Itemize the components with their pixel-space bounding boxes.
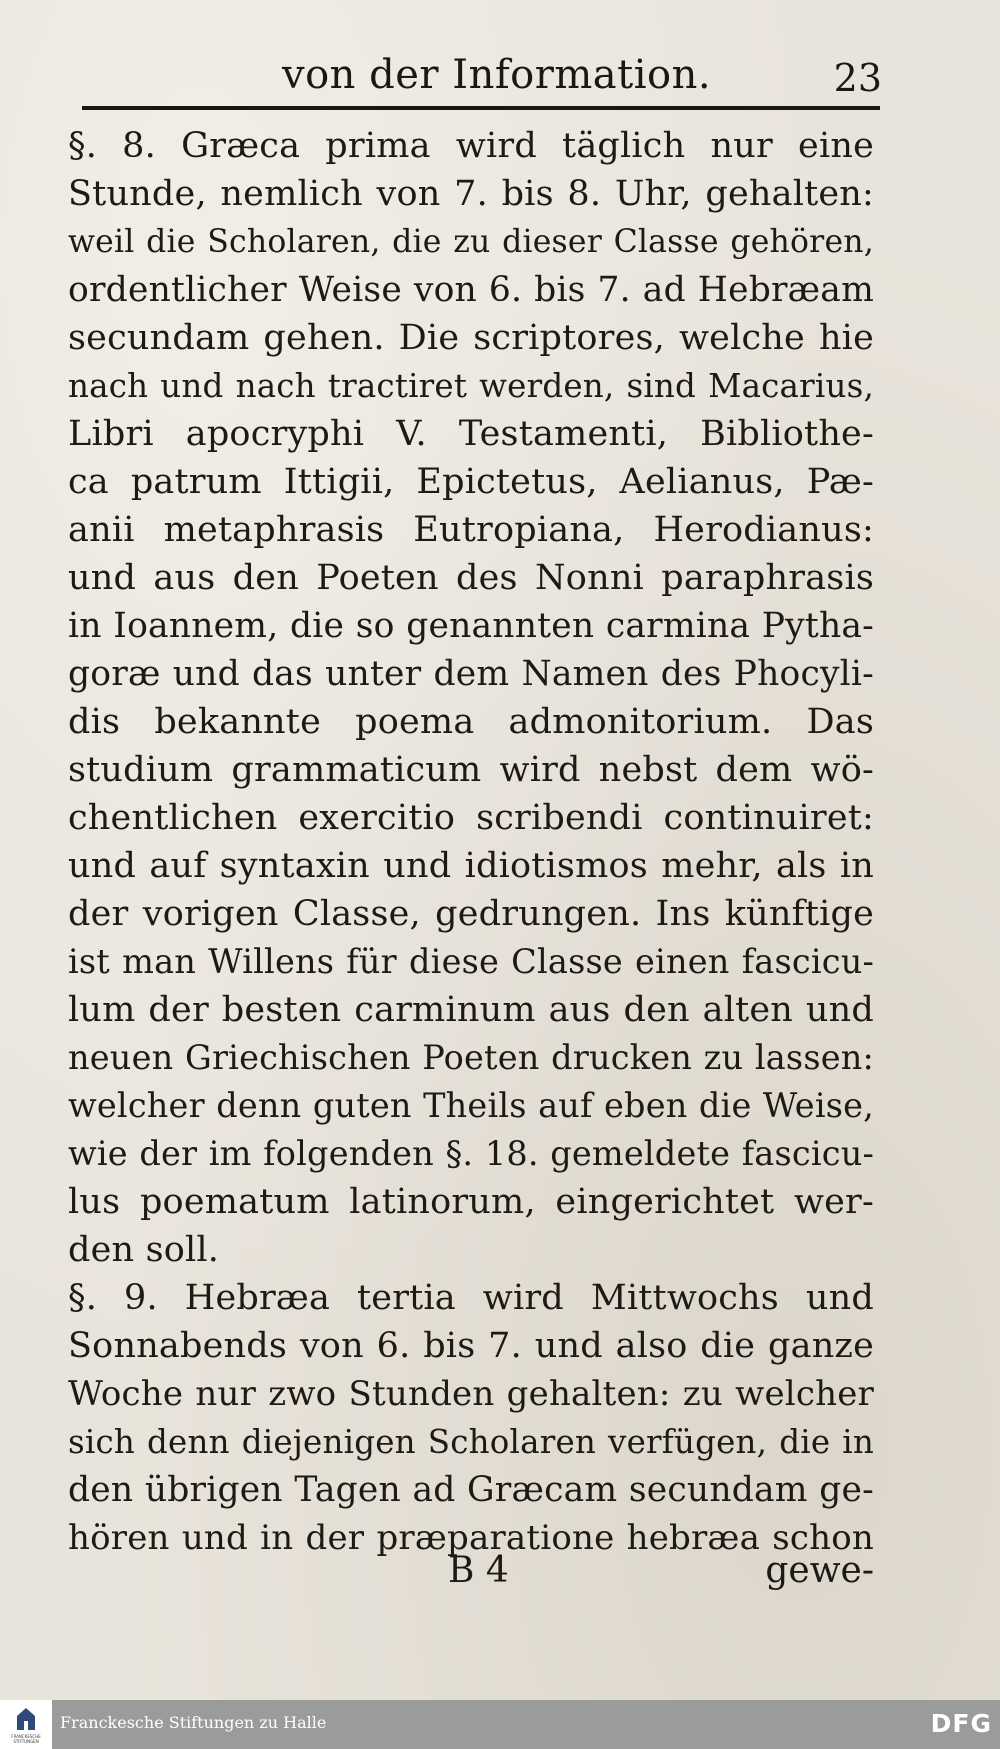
text-line: Stunde, nemlich von 7. bis 8. Uhr, gehalten: (68, 174, 874, 214)
dfg-logo: DFG (930, 1709, 992, 1738)
text-line: welcher denn guten Theils auf eben die Weise, (68, 1086, 874, 1125)
text-line: hören und in der præparatione hebræa schon (68, 1518, 874, 1558)
text-line: den übrigen Tagen ad Græcam secundam ge- (68, 1470, 874, 1510)
text-line: Sonnabends von 6. bis 7. und also die ganze (68, 1326, 874, 1366)
institution-logo (0, 1700, 52, 1749)
text-line: neuen Griechischen Poeten drucken zu lassen: (68, 1038, 874, 1077)
text-line: dis bekannte poema admonitorium. Das (68, 702, 874, 742)
text-line: der vorigen Classe, gedrungen. Ins künftige (68, 894, 874, 934)
text-line: lum der besten carminum aus den alten und (68, 990, 874, 1030)
text-line: studium grammaticum wird nebst dem wö- (68, 750, 874, 790)
text-line: §. 8. Græca prima wird täglich nur eine (68, 126, 874, 166)
text-line: wie der im folgenden §. 18. gemeldete fascicu- (68, 1134, 874, 1173)
text-line: und aus den Poeten des Nonni paraphrasis (68, 558, 874, 598)
building-icon (17, 1708, 35, 1730)
body-text (68, 122, 874, 1562)
text-line: ist man Willens für diese Classe einen fascicu- (68, 942, 874, 981)
text-line: in Ioannem, die so genannten carmina Pytha- (68, 606, 874, 646)
catchword: gewe- (765, 1550, 874, 1591)
page-number: 23 (833, 56, 882, 100)
text-line: anii metaphrasis Eutropiana, Herodianus: (68, 510, 874, 550)
text-line: secundam gehen. Die scriptores, welche hie (68, 318, 874, 358)
text-line: sich denn diejenigen Scholaren verfügen, die in (68, 1423, 874, 1461)
text-line: ca patrum Ittigii, Epictetus, Aelianus, Pæ- (68, 462, 874, 502)
text-line: goræ und das unter dem Namen des Phocyli- (68, 654, 874, 694)
text-line: Woche nur zwo Stunden gehalten: zu welcher (68, 1374, 874, 1414)
logo-label: FRANCKESCHE STIFTUNGEN (11, 1734, 41, 1744)
text-line: lus poematum latinorum, eingerichtet wer- (68, 1182, 874, 1222)
header-rule (82, 106, 880, 110)
text-line: Libri apocryphi V. Testamenti, Bibliothe- (68, 414, 874, 454)
signature-mark: B 4 (448, 1550, 509, 1591)
text-line: ordentlicher Weise von 6. bis 7. ad Hebræam (68, 270, 874, 310)
text-line: weil die Scholaren, die zu dieser Classe gehören, (68, 224, 874, 260)
text-line: den soll. (68, 1230, 220, 1270)
viewer-footer-bar (0, 1700, 1000, 1749)
text-line: nach und nach tractiret werden, sind Macarius, (68, 367, 874, 405)
page-header (82, 52, 882, 108)
text-line: und auf syntaxin und idiotismos mehr, als in (68, 846, 874, 886)
page-footer (68, 1550, 874, 1598)
text-line: §. 9. Hebræa tertia wird Mittwochs und (68, 1278, 874, 1318)
text-line: chentlichen exercitio scribendi continuiret: (68, 798, 874, 838)
institution-name: Franckesche Stiftungen zu Halle (60, 1713, 327, 1732)
running-head: von der Information. (282, 52, 712, 98)
